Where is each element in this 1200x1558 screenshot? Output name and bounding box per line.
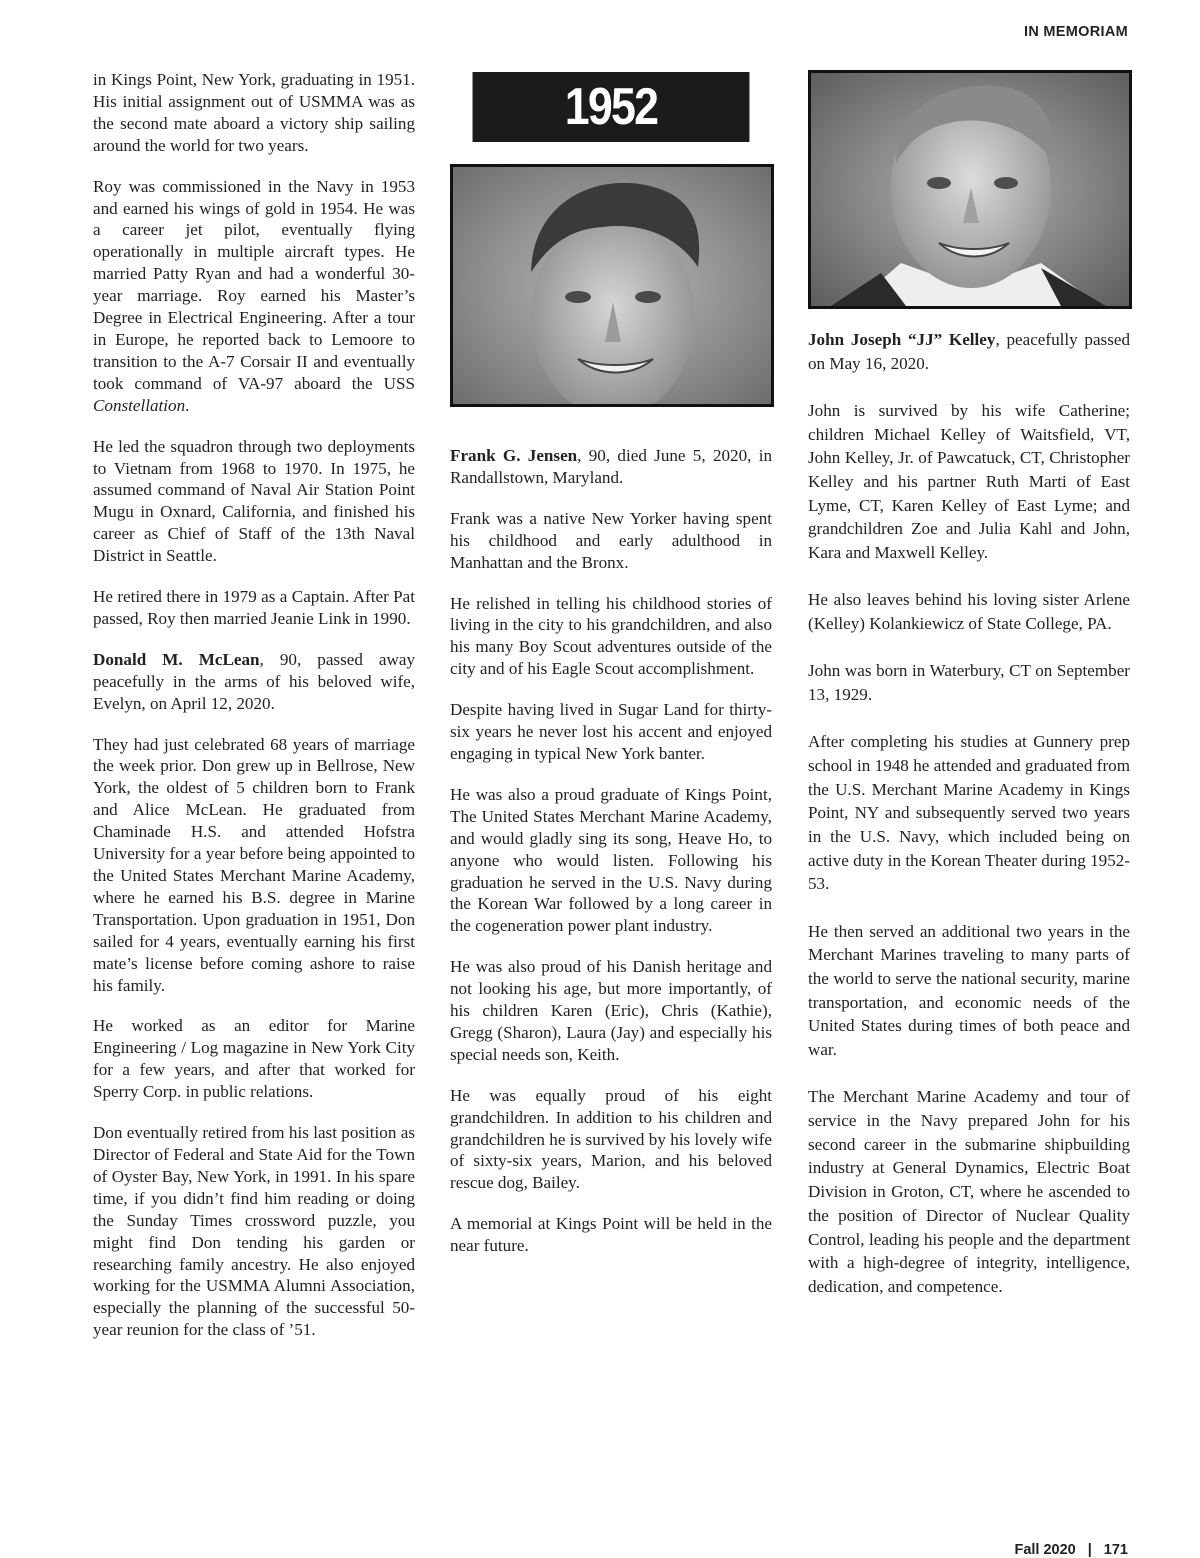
paragraph: John Joseph “JJ” Kelley, peacefully passed on May 16, 2020. bbox=[808, 330, 1131, 373]
paragraph: John was born in Waterbury, CT on September 13, 1929. bbox=[808, 661, 1130, 704]
paragraph: He was equally proud of his eight grandchildren. In addition to his children and grandchildren he is survived by his lovely wife of sixty-six years, Marion, and his beloved rescue dog, Bailey. bbox=[450, 1085, 772, 1193]
column-left bbox=[93, 69, 415, 1360]
paragraph: in Kings Point, New York, graduating in 1951. His initial assignment out of USMMA was as the second mate aboard a victory ship sailing around the world for two years. bbox=[93, 70, 415, 155]
issue-label: Fall 2020 bbox=[1014, 1542, 1076, 1558]
portrait-photo-john-kelley bbox=[808, 70, 1132, 309]
paragraph: John is survived by his wife Catherine; children Michael Kelley of Waitsfield, VT, John Kelley, Jr. of Pawcatuck, CT, Christopher Kelley and his partner Ruth Marti of East Lyme, CT, Karen Kelley of East Lyme; and grandchildren Zoe and Julia Kahl and John, Kara and Maxwell Kelley. bbox=[808, 400, 1130, 563]
page-footer bbox=[1014, 1542, 1128, 1558]
page-number: 171 bbox=[1103, 1542, 1128, 1558]
paragraph: Roy was commissioned in the Navy in 1953 and earned his wings of gold in 1954. He was a career jet pilot, eventually flying operationally in multiple aircraft types. He married Patty Ryan and had a wonderful 30-year marriage. Roy earned his Master’s Degree in Electrical Engineering. After a tour in Europe, he reported back to Lemoore to transition to the A-7 Corsair II and eventually took command of VA-97 aboard the USS Constellation. bbox=[93, 176, 415, 415]
column-middle bbox=[450, 445, 772, 1276]
paragraph: After completing his studies at Gunnery prep school in 1948 he attended and graduated from the U.S. Merchant Marine Academy in Kings Point, NY and subsequently served two years in the U.S. Navy, which included being on active duty in the Korean Theater during 1952-53. bbox=[808, 732, 1130, 894]
paragraph: He then served an additional two years in the Merchant Marines traveling to many parts of the world to serve the national security, marine transportation, and economic needs of the United States during times of both peace and war. bbox=[808, 921, 1130, 1060]
paragraph: Frank G. Jensen, 90, died June 5, 2020, in Randallstown, Maryland. bbox=[450, 446, 773, 487]
obituary-name: Donald M. McLean bbox=[93, 649, 260, 669]
paragraph: A memorial at Kings Point will be held in the near future. bbox=[450, 1214, 772, 1256]
paragraph: He also leaves behind his loving sister Arlene (Kelley) Kolankiewicz of State College, PA. bbox=[808, 590, 1130, 634]
year-banner: 1952 bbox=[473, 72, 750, 142]
footer-separator: | bbox=[1087, 1542, 1092, 1558]
paragraph: He was also a proud graduate of Kings Point, The United States Merchant Marine Academy, and would gladly sing its song, Heave Ho, to anyone who would listen. Following his graduation he served in the U.S. Navy during the Korean War followed by a long career in the cogeneration power plant industry. bbox=[450, 784, 772, 936]
obituary-name: John Joseph “JJ” Kelley bbox=[808, 330, 996, 349]
paragraph: The Merchant Marine Academy and tour of service in the Navy prepared John for his second career in the submarine shipbuilding industry at General Dynamics, Electric Boat Division in Groton, CT, where he ascended to the position of Director of Nuclear Quality Control, leading his people and the department with a high-degree of integrity, intelligence, dedication, and competence. bbox=[808, 1087, 1130, 1296]
paragraph: He worked as an editor for Marine Engineering / Log magazine in New York City for a few years, and after that worked for Sperry Corp. in public relations. bbox=[93, 1016, 415, 1102]
ship-name: Constellation bbox=[93, 395, 186, 415]
column-right bbox=[808, 328, 1130, 1322]
paragraph: Frank was a native New Yorker having spent his childhood and early adulthood in Manhattan and the Bronx. bbox=[450, 508, 772, 572]
section-header: IN MEMORIAM bbox=[1024, 24, 1128, 40]
paragraph: Don eventually retired from his last position as Director of Federal and State Aid for the Town of Oyster Bay, New York, in 1991. In his spare time, if you didn’t find him reading or doing the Sunday Times crossword puzzle, you might find Don tending his garden or researching family ancestry. He also enjoyed working for the USMMA Alumni Association, especially the planning of the successful 50-year reunion for the class of ’51. bbox=[93, 1123, 415, 1340]
paragraph: They had just celebrated 68 years of marriage the week prior. Don grew up in Bellrose, New York, the oldest of 5 children born to Frank and Alice McLean. He graduated from Chaminade H.S. and attended Hofstra University for a year before being appointed to the United States Merchant Marine Academy, where he earned his B.S. degree in Marine Transportation. Upon graduation in 1951, Don sailed for 4 years, eventually earning his first mate’s license before coming ashore to raise his family. bbox=[93, 734, 415, 995]
portrait-photo-frank-jensen bbox=[450, 164, 774, 407]
paragraph: He was also proud of his Danish heritage and not looking his age, but more importantly, of his children Karen (Eric), Chris (Kathie), Gregg (Sharon), Laura (Jay) and especially his special needs son, Keith. bbox=[450, 957, 772, 1064]
paragraph: He led the squadron through two deployments to Vietnam from 1968 to 1970. In 1975, he assumed command of Naval Air Station Point Mugu in Oxnard, California, and finished his career as Chief of Staff of the 13th Naval District in Seattle. bbox=[93, 436, 415, 566]
paragraph: Donald M. McLean, 90, passed away peacefully in the arms of his beloved wife, Evelyn, on April 12, 2020. bbox=[93, 649, 415, 713]
obituary-name: Frank G. Jensen bbox=[450, 446, 578, 465]
paragraph: He retired there in 1979 as a Captain. After Pat passed, Roy then married Jeanie Link in 1990. bbox=[93, 587, 415, 628]
paragraph: He relished in telling his childhood stories of living in the city to his grandchildren, and also his many Boy Scout adventures outside of the city and of his Eagle Scout accomplishment. bbox=[450, 593, 772, 679]
paragraph: Despite having lived in Sugar Land for thirty-six years he never lost his accent and enjoyed engaging in typical New York banter. bbox=[450, 700, 772, 763]
